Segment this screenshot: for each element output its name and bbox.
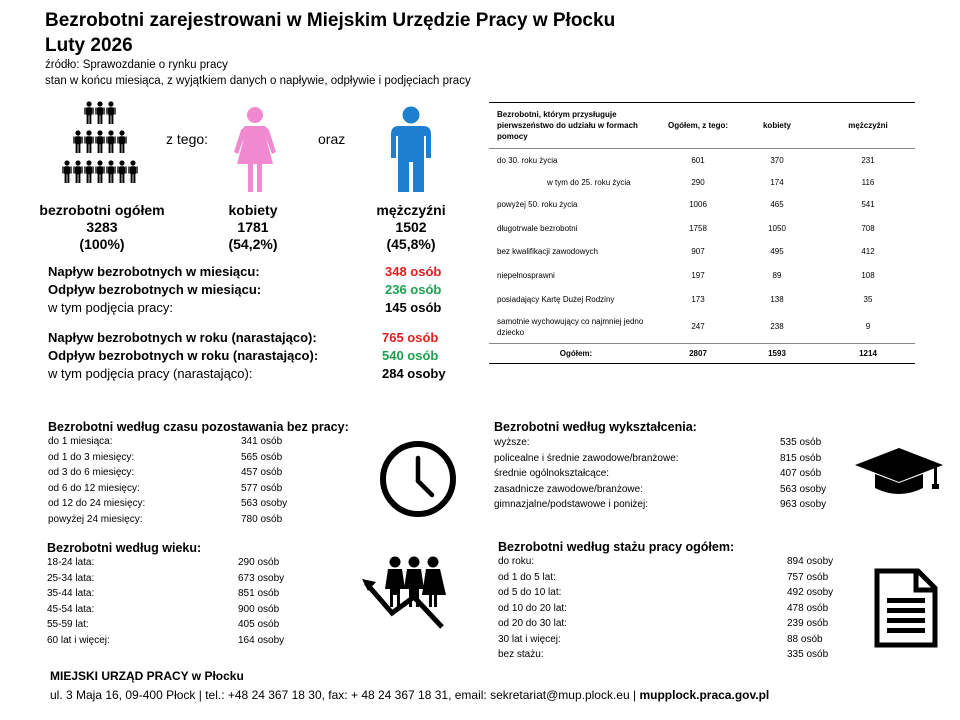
list-item (48, 498, 308, 514)
oraz-label: oraz (318, 131, 346, 147)
man-icon (389, 106, 433, 192)
total-summary (22, 202, 182, 253)
data-note: stan w końcu miesiąca, z wyjątkiem danych o napływie, odpływie i podjęciach pracy (45, 75, 471, 87)
total-row-women: 1593 (733, 344, 821, 364)
list-item-value: 341 osób (241, 436, 283, 447)
list-item-label: powyżej 24 miesięcy: (48, 513, 143, 525)
list-item (498, 618, 858, 634)
list-item-label: 18-24 lata: (47, 557, 95, 568)
list-item-value: 851 osób (238, 588, 280, 599)
list-item (47, 604, 307, 620)
clock-icon (379, 440, 457, 523)
list-item-value: 900 osób (238, 603, 280, 615)
men-percent: (45,8%) (386, 236, 436, 252)
flow-value: 348 osób (385, 264, 442, 279)
duration-list (48, 436, 308, 529)
document-icon (874, 568, 938, 653)
list-item (48, 514, 308, 530)
list-item-value: 335 osób (787, 649, 829, 660)
list-item (498, 556, 858, 572)
people-trend-icon (362, 555, 452, 636)
table-row (489, 240, 915, 264)
list-item-label: od 5 do 10 lat: (498, 587, 562, 598)
women-percent: (54,2%) (228, 236, 278, 252)
table-row (489, 149, 915, 172)
list-item (48, 483, 308, 499)
list-item (47, 635, 307, 651)
list-item (48, 436, 308, 452)
row-men: 231 (861, 155, 875, 165)
z-tego-label: z tego: (166, 131, 209, 147)
row-men: 9 (865, 322, 871, 332)
column-header-group: Bezrobotni, którym przysługuje pierwszeństwo do udziału w formach pomocy (489, 103, 663, 149)
men-value: 1502 (395, 219, 427, 235)
footer-org-name: MIEJSKI URZĄD PRACY w Płocku (50, 669, 244, 683)
report-period: Luty 2026 (45, 35, 133, 56)
total-percent: (100%) (79, 236, 125, 252)
column-header-women: kobiety (733, 103, 821, 149)
list-item-label: od 10 do 20 lat: (498, 602, 567, 614)
list-item-label: 25-34 lata: (47, 572, 95, 584)
list-item-label: od 1 do 3 miesięcy: (48, 451, 135, 463)
table-row (489, 311, 915, 344)
list-item-label: gimnazjalne/podstawowe i poniżej: (494, 499, 648, 510)
list-item (498, 649, 858, 665)
row-women: 89 (772, 271, 782, 280)
list-item-label: do roku: (498, 556, 535, 567)
men-label: mężczyźni (376, 202, 446, 218)
list-item-value: 577 osób (241, 482, 283, 494)
list-item-label: od 1 do 5 lat: (498, 571, 556, 583)
row-men: 708 (861, 223, 875, 233)
flow-label: Odpływ bezrobotnych w roku (narastająco): (48, 348, 319, 363)
list-item-value: 563 osoby (241, 498, 288, 509)
table-total-row (489, 344, 915, 364)
list-item-label: od 20 do 30 lat: (498, 618, 567, 629)
row-women: 174 (770, 177, 784, 187)
list-item-label: zasadnicze zawodowe/branżowe: (494, 483, 643, 495)
total-label: bezrobotni ogółem (39, 202, 165, 218)
flow-label: Napływ bezrobotnych w roku (narastająco): (48, 330, 317, 345)
list-item-label: 35-44 lata: (47, 588, 95, 599)
row-total: 907 (691, 247, 705, 256)
flow-label: w tym podjęcia pracy (narastająco): (48, 366, 253, 381)
footer-website-link[interactable]: mupplock.praca.gov.pl (639, 688, 770, 702)
row-total: 290 (691, 177, 705, 187)
list-item (47, 557, 307, 573)
row-label: w tym do 25. roku życia (547, 177, 631, 187)
source-label: źródło: (45, 59, 80, 71)
list-item-value: 492 osoby (787, 587, 834, 598)
list-item-value: 894 osoby (787, 556, 834, 567)
footer-address: ul. 3 Maja 16, 09-400 Płock | tel.: +48 24 367 18 30, fax: + 48 24 367 18 31, email: sekretariat@mup.plock.eu | (50, 688, 640, 702)
row-label: niepełnosprawni (497, 271, 555, 280)
flow-label: Odpływ bezrobotnych w miesiącu: (48, 282, 262, 297)
list-item (48, 467, 308, 483)
list-item-label: 30 lat i więcej: (498, 633, 561, 645)
flow-label: Napływ bezrobotnych w miesiącu: (48, 264, 260, 279)
education-section-title: Bezrobotni według wykształcenia: (494, 420, 697, 434)
list-item-label: od 6 do 12 miesięcy: (48, 482, 140, 494)
table-row (489, 172, 915, 193)
list-item-value: 164 osoby (238, 634, 285, 646)
list-item (494, 499, 854, 515)
row-label: posiadający Kartę Dużej Rodziny (497, 294, 615, 304)
list-item-label: od 3 do 6 miesięcy: (48, 467, 135, 478)
row-men: 35 (863, 294, 873, 304)
row-label: powyżej 50. roku życia (497, 200, 578, 209)
men-summary (351, 202, 471, 253)
list-item (47, 573, 307, 589)
row-men: 108 (861, 271, 875, 280)
row-women: 138 (770, 294, 784, 304)
list-item-label: wyższe: (494, 437, 530, 448)
flow-value: 540 osób (382, 348, 439, 363)
seniority-list (498, 556, 858, 665)
row-label: do 30. roku życia (497, 155, 558, 165)
flow-value: 765 osób (382, 330, 439, 345)
list-item (48, 452, 308, 468)
flow-value: 236 osób (385, 282, 442, 297)
graduation-cap-icon (855, 448, 943, 503)
footer-contact (50, 688, 769, 702)
list-item-value: 478 osób (787, 602, 829, 614)
list-item (47, 588, 307, 604)
row-label: samotnie wychowujący co najmniej jedno dziecko (497, 316, 644, 337)
table-row (489, 288, 915, 311)
flow-value: 284 osoby (382, 366, 446, 381)
list-item-value: 563 osoby (780, 483, 827, 495)
list-item-value: 963 osoby (780, 499, 827, 510)
list-item (498, 587, 858, 603)
women-value: 1781 (237, 219, 269, 235)
row-total: 1758 (689, 223, 707, 233)
column-header-men: mężczyźni (821, 103, 915, 149)
list-item-value: 88 osób (787, 633, 823, 645)
total-row-men: 1214 (821, 344, 915, 364)
row-label: długotrwale bezrobotni (497, 223, 578, 233)
list-item-label: 45-54 lata: (47, 603, 95, 615)
total-row-label: Ogółem: (489, 344, 663, 364)
list-item (494, 484, 854, 500)
row-total: 1006 (689, 200, 707, 209)
list-item-value: 780 osób (241, 513, 283, 525)
age-section-title: Bezrobotni według wieku: (47, 541, 202, 555)
row-women: 465 (770, 200, 784, 209)
table-row (489, 193, 915, 217)
age-list (47, 557, 307, 650)
row-label: bez kwalifikacji zawodowych (497, 247, 598, 256)
row-total: 197 (691, 271, 705, 280)
list-item-label: 55-59 lat: (47, 619, 89, 630)
list-item (498, 634, 858, 650)
seniority-section-title: Bezrobotni według stażu pracy ogółem: (498, 540, 735, 554)
row-women: 495 (770, 247, 784, 256)
row-women: 370 (770, 155, 784, 165)
total-value: 3283 (86, 219, 118, 235)
list-item-value: 290 osób (238, 557, 280, 568)
flow-label: w tym podjęcia pracy: (48, 300, 173, 315)
list-item (494, 468, 854, 484)
row-women: 1050 (768, 223, 786, 233)
duration-section-title: Bezrobotni według czasu pozostawania bez pracy: (48, 420, 349, 434)
row-men: 412 (861, 247, 875, 256)
list-item-label: bez stażu: (498, 649, 544, 660)
list-item-value: 407 osób (780, 468, 822, 479)
table-header-row (489, 103, 915, 149)
list-item-label: do 1 miesiąca: (48, 436, 113, 447)
list-item-value: 673 osoby (238, 572, 285, 584)
row-total: 601 (691, 155, 705, 165)
column-header-total: Ogółem, z tego: (663, 103, 733, 149)
list-item (47, 619, 307, 635)
list-item (494, 437, 854, 453)
list-item-label: średnie ogólnokształcące: (494, 468, 610, 479)
table-row (489, 217, 915, 240)
row-men: 116 (861, 177, 875, 187)
row-total: 173 (691, 294, 705, 304)
people-group-icon (60, 100, 150, 192)
page-title: Bezrobotni zarejestrowani w Miejskim Urzędzie Pracy w Płocku (45, 10, 616, 31)
list-item-label: 60 lat i więcej: (47, 634, 110, 646)
list-item-label: policealne i średnie zawodowe/branżowe: (494, 452, 679, 464)
total-row-total: 2807 (663, 344, 733, 364)
source-line (45, 59, 228, 71)
list-item (498, 603, 858, 619)
education-list (494, 437, 854, 515)
women-summary (193, 202, 313, 253)
list-item-label: od 12 do 24 miesięcy: (48, 498, 146, 509)
women-label: kobiety (228, 202, 278, 218)
row-total: 247 (691, 322, 705, 332)
list-item-value: 565 osób (241, 451, 283, 463)
row-men: 541 (861, 200, 875, 209)
row-women: 238 (770, 322, 784, 332)
list-item-value: 815 osób (780, 452, 822, 464)
list-item-value: 239 osób (787, 618, 829, 629)
list-item (498, 572, 858, 588)
table-row (489, 264, 915, 288)
list-item-value: 757 osób (787, 571, 829, 583)
flow-value: 145 osób (385, 300, 442, 315)
list-item-value: 405 osób (238, 619, 280, 630)
list-item (494, 453, 854, 469)
list-item-value: 457 osób (241, 467, 283, 478)
woman-icon (233, 106, 277, 192)
source-text: Sprawozdanie o rynku pracy (82, 59, 228, 71)
priority-groups-table (489, 102, 915, 364)
list-item-value: 535 osób (780, 437, 822, 448)
